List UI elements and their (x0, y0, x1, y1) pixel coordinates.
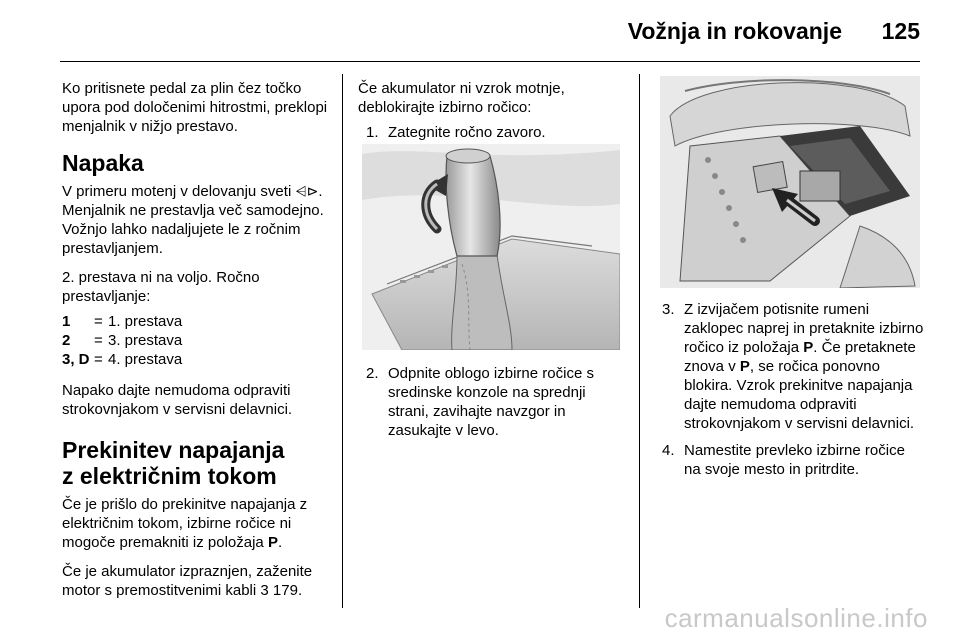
power-text: Če je prišlo do prekinitve napajanja z električnim tokom, izbirne ročice ni mogoče premakniti iz položaja (62, 496, 308, 551)
gear-lever-svg (362, 144, 620, 350)
gear-definition (62, 312, 330, 331)
step-2 (358, 364, 628, 440)
step-text: Zategnite ročno zavoro. (388, 124, 546, 141)
step3-text-d: , se ročica ponovno blokira. Vzrok prekinitve napajanja dajte nemudoma odpraviti strokovnjakom v servisni delavnici. (684, 358, 915, 432)
fault-text-end: . Menjalnik ne prestavlja več samodejno. Vožnjo lahko nadaljujete le z ročnim prestavljanjem. (62, 183, 324, 257)
fault-text: V primeru motenj v delovanju sveti (62, 183, 296, 200)
step3-text-c: . Če pretaknete znova v (684, 339, 916, 375)
step-4 (662, 441, 924, 479)
fault-paragraph (62, 182, 330, 258)
gear-definition-list (62, 312, 330, 369)
gear-definition (62, 350, 330, 369)
section-title-line: Prekinitev napajanja (62, 437, 285, 463)
step-1 (358, 123, 628, 142)
step-3 (662, 300, 924, 433)
gear-definition (62, 331, 330, 350)
battery-text: Če je akumulator izpraznjen, zaženite motor s premostitvenimi kabli (62, 563, 313, 599)
header-rule (60, 61, 920, 62)
transmission-warning-icon: ⩤⊳ (295, 183, 319, 199)
column-1 (62, 79, 330, 610)
def-eq: = (94, 351, 103, 368)
section-title-power (62, 437, 330, 489)
header-title: Vožnja in rokovanje (627, 18, 842, 44)
def-eq: = (94, 313, 103, 330)
page-reference-icon: 3 (260, 582, 269, 599)
page-number: 125 (881, 18, 920, 44)
console-unlock-illustration (660, 76, 920, 288)
def-value: 3. prestava (108, 332, 183, 349)
watermark: carmanualsonline.info (664, 603, 928, 633)
gear-note: 2. prestava ni na voljo. Ročno prestavljanje: (62, 269, 260, 305)
battery-ref: 179. (268, 582, 303, 599)
unlock-intro: Če akumulator ni vzrok motnje, deblokirajte izbirno ročico: (358, 80, 565, 116)
step3-text-a: Z izvijačem potisnite rumeni zaklopec naprej in pretaknite izbirno ročico iz položaja (684, 301, 924, 356)
def-value: 4. prestava (108, 351, 183, 368)
def-key: 1 (62, 313, 71, 330)
step-number: 4. (662, 442, 675, 459)
def-key: 2 (62, 332, 71, 349)
position-p: P (267, 534, 278, 551)
def-eq: = (94, 332, 103, 349)
section-title-line: z električnim tokom (62, 463, 277, 489)
section-title-fault: Napaka (62, 150, 144, 176)
step-text: Odpnite oblogo izbirne ročice s sredinske konzole na sprednji strani, zavihajte navzgor in zasukajte v levo. (388, 365, 594, 439)
column-3 (662, 300, 924, 487)
step-text (684, 300, 924, 433)
power-text-end: . (277, 534, 283, 551)
column-2 (358, 79, 628, 150)
step-number: 2. (366, 365, 379, 382)
def-key: 3, D (62, 351, 90, 368)
position-p: P (739, 358, 750, 375)
step-text: Namestite prevleko izbirne ročice na svoje mesto in pritrdite. (684, 442, 905, 478)
repair-paragraph: Napako dajte nemudoma odpraviti strokovnjakom v servisni delavnici. (62, 382, 293, 418)
intro-paragraph: Ko pritisnete pedal za plin čez točko upora pod določenimi hitrostmi, preklopi menjalnik v nižjo prestavo. (62, 80, 328, 135)
battery-paragraph (62, 562, 330, 600)
console-svg (660, 76, 920, 288)
step-number: 1. (366, 124, 379, 141)
def-value: 1. prestava (108, 313, 183, 330)
position-p: P (803, 339, 814, 356)
power-paragraph (62, 495, 330, 552)
gear-lever-illustration (362, 144, 620, 350)
column-2-lower (358, 364, 628, 448)
step-number: 3. (662, 301, 675, 318)
column-divider-2 (639, 74, 640, 608)
column-divider-1 (342, 74, 343, 608)
